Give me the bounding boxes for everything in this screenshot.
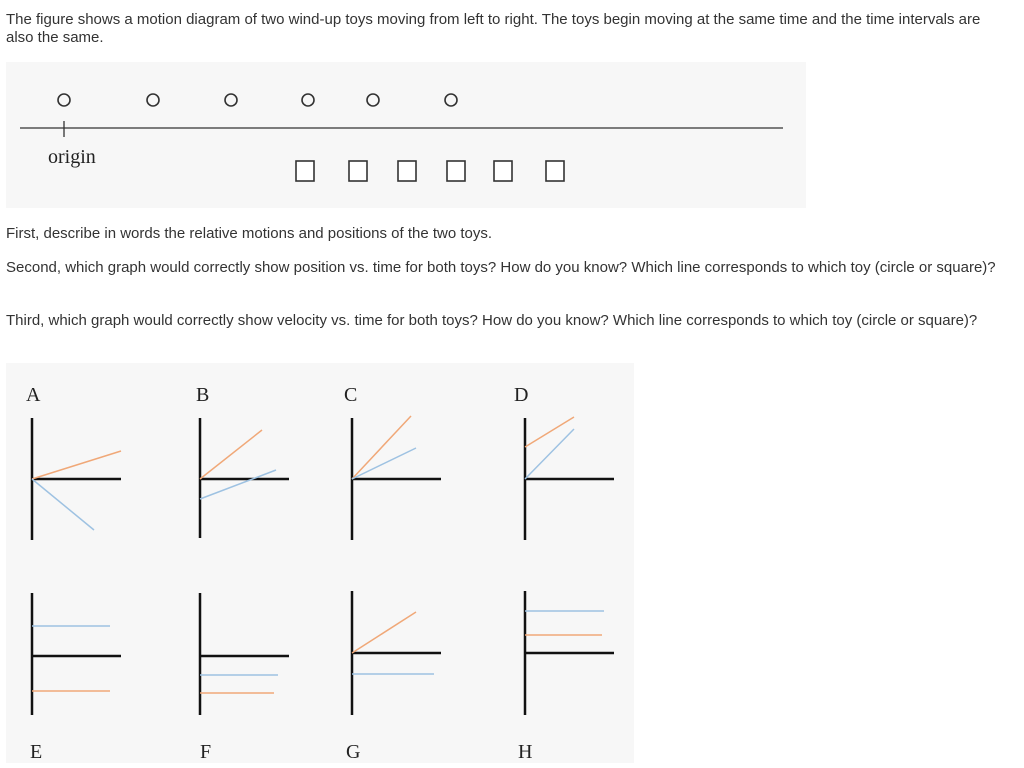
graph-b-orange-line [200,430,262,479]
graph-f [200,593,289,715]
graph-e [32,593,121,715]
graph-a-orange-line [32,451,121,479]
graph-options-svg [6,363,634,763]
circle-toy-marker-2 [147,94,159,106]
graph-c-orange-line [352,416,411,479]
graph-label-b: B [196,384,210,406]
square-toy-marker-2 [349,161,367,181]
circle-toy-marker-4 [302,94,314,106]
graph-c [352,416,441,540]
graph-label-d: D [514,384,529,406]
square-toy-marker-4 [447,161,465,181]
graph-b-blue-line [200,470,276,499]
graph-c-blue-line [352,448,416,479]
circle-toy-marker-5 [367,94,379,106]
graph-label-f: F [200,741,212,763]
graph-a-blue-line [32,479,94,530]
circle-toy-marker-6 [445,94,457,106]
question-second: Second, which graph would correctly show position vs. time for both toys? How do you know? Which line corresponds to which toy (circle or square)? [6,259,996,276]
graph-label-e: E [30,741,43,763]
square-toy-marker-3 [398,161,416,181]
intro-text: The figure shows a motion diagram of two wind-up toys moving from left to right. The toys begin moving at the same time and the time intervals are also the same. [6,11,981,46]
graph-d-blue-line [525,429,574,479]
graph-label-h: H [518,741,533,763]
square-toy-marker-6 [546,161,564,181]
square-toy-marker-5 [494,161,512,181]
graph-g-orange-line [352,612,416,653]
graph-d-orange-line [525,417,574,447]
graph-a [32,418,121,540]
graph-g [352,591,441,715]
origin-label: origin [48,146,96,168]
motion-diagram-svg [6,62,806,208]
question-third: Third, which graph would correctly show velocity vs. time for both toys? How do you know? Which line corresponds to which toy (circle or square)? [6,312,978,329]
graph-h [525,591,614,715]
graph-b [200,418,289,538]
circle-toy-marker-1 [58,94,70,106]
graph-options [6,363,634,763]
question-first: First, describe in words the relative motions and positions of the two toys. [6,225,493,242]
graph-d [525,417,614,540]
circle-toy-marker-3 [225,94,237,106]
graph-label-a: A [26,384,41,406]
graph-label-g: G [346,741,361,763]
graph-label-c: C [344,384,358,406]
motion-diagram [6,62,806,208]
square-toy-marker-1 [296,161,314,181]
